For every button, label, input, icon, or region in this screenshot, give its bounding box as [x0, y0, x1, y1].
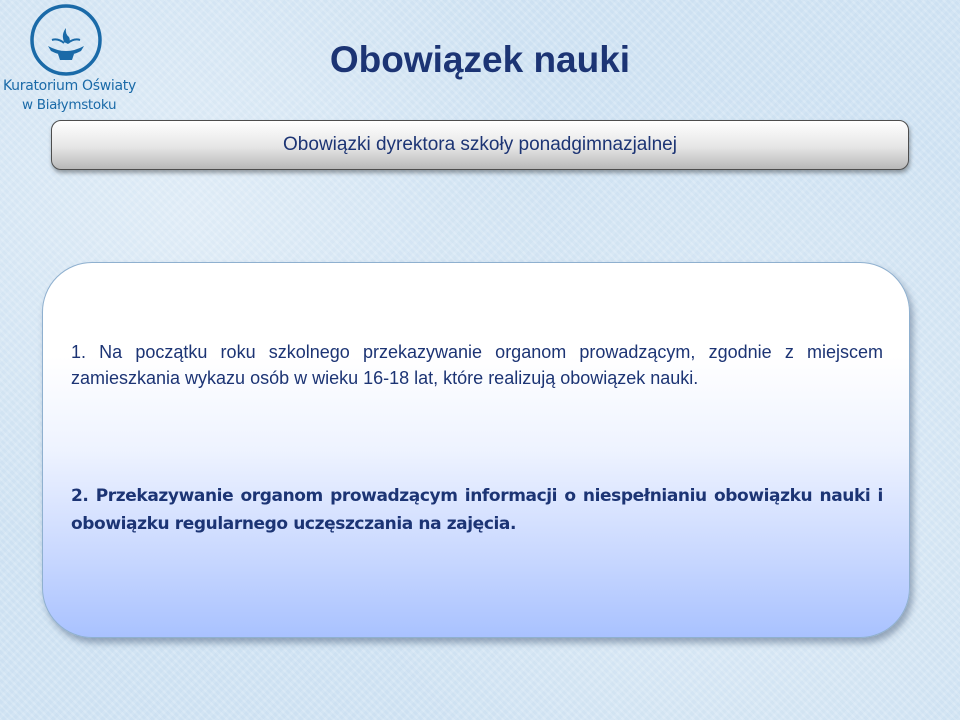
list-item-2: 2. Przekazywanie organom prowadzącym informacji o niespełnianiu obowiązku nauki i obowiązku regularnego uczęszczania na zajęcia.: [71, 486, 883, 534]
logo-text-line-1: Kuratorium Oświaty: [3, 78, 136, 94]
list-item-1: 1. Na początku roku szkolnego przekazywanie organom prowadzącym, zgodnie z miejscem zamieszkania wykazu osób w wieku 16-18 lat, które realizują obowiązek nauki.: [71, 342, 883, 388]
subtitle-banner: [51, 120, 909, 170]
logo-text-line-2: w Białymstoku: [22, 97, 117, 113]
content-box: [42, 262, 910, 638]
organization-logo: [0, 0, 140, 125]
subtitle-text: Obowiązki dyrektora szkoły ponadgimnazjalnej: [283, 134, 677, 155]
lamp-of-knowledge-icon: [28, 2, 104, 78]
page-title: Obowiązek nauki: [329, 39, 631, 80]
